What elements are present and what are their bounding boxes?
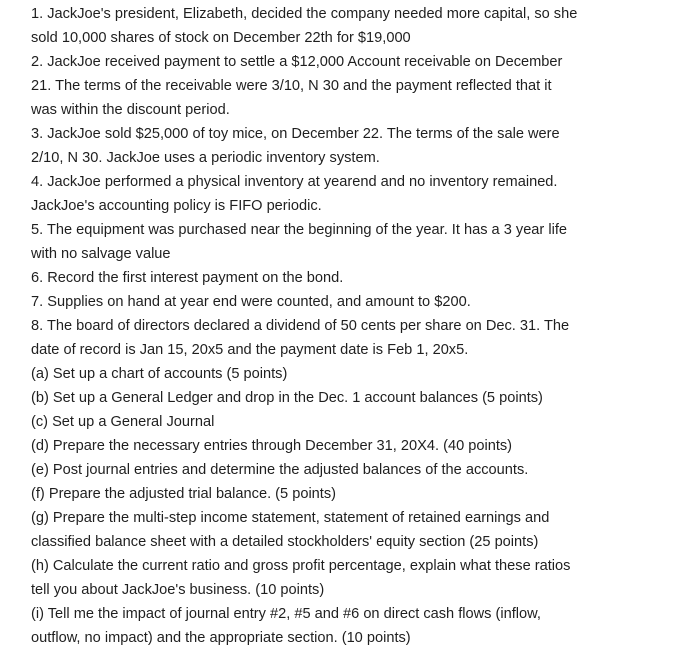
text-line: 2/10, N 30. JackJoe uses a periodic inventory system. <box>31 150 380 166</box>
text-line: (f) Prepare the adjusted trial balance. (5 points) <box>31 486 337 502</box>
text-line: (g) Prepare the multi-step income statement, statement of retained earnings and <box>31 510 550 526</box>
text-line: (c) Set up a General Journal <box>31 414 215 430</box>
text-line: 7. Supplies on hand at year end were counted, and amount to $200. <box>31 294 471 310</box>
text-line: date of record is Jan 15, 20x5 and the payment date is Feb 1, 20x5. <box>31 342 469 358</box>
text-line: (d) Prepare the necessary entries through December 31, 20X4. (40 points) <box>31 438 513 454</box>
text-line: 1. JackJoe's president, Elizabeth, decided the company needed more capital, so she <box>31 6 578 22</box>
text-line: 8. The board of directors declared a dividend of 50 cents per share on Dec. 31. The <box>31 318 570 334</box>
text-line: (a) Set up a chart of accounts (5 points) <box>31 366 288 382</box>
text-line: (h) Calculate the current ratio and gross profit percentage, explain what these ratios <box>31 558 571 574</box>
text-line: with no salvage value <box>31 246 171 262</box>
text-line: (e) Post journal entries and determine the adjusted balances of the accounts. <box>31 462 529 478</box>
text-line: classified balance sheet with a detailed stockholders' equity section (25 points) <box>31 534 539 550</box>
text-line: 21. The terms of the receivable were 3/10, N 30 and the payment reflected that it <box>31 78 552 94</box>
text-line: JackJoe's accounting policy is FIFO periodic. <box>31 198 322 214</box>
text-line: 3. JackJoe sold $25,000 of toy mice, on December 22. The terms of the sale were <box>31 126 560 142</box>
text-line: was within the discount period. <box>31 102 230 118</box>
text-line: 2. JackJoe received payment to settle a $12,000 Account receivable on December <box>31 54 563 70</box>
text-line: tell you about JackJoe's business. (10 points) <box>31 582 325 598</box>
text-line: (i) Tell me the impact of journal entry #2, #5 and #6 on direct cash flows (inflow, <box>31 606 541 622</box>
text-line: (b) Set up a General Ledger and drop in the Dec. 1 account balances (5 points) <box>31 390 543 406</box>
text-line: 5. The equipment was purchased near the beginning of the year. It has a 3 year life <box>31 222 567 238</box>
text-line: outflow, no impact) and the appropriate section. (10 points) <box>31 630 411 646</box>
text-line: 6. Record the first interest payment on the bond. <box>31 270 344 286</box>
text-line: sold 10,000 shares of stock on December 22th for $19,000 <box>31 30 411 46</box>
assignment-text <box>31 2 681 650</box>
text-line: 4. JackJoe performed a physical inventory at yearend and no inventory remained. <box>31 174 558 190</box>
